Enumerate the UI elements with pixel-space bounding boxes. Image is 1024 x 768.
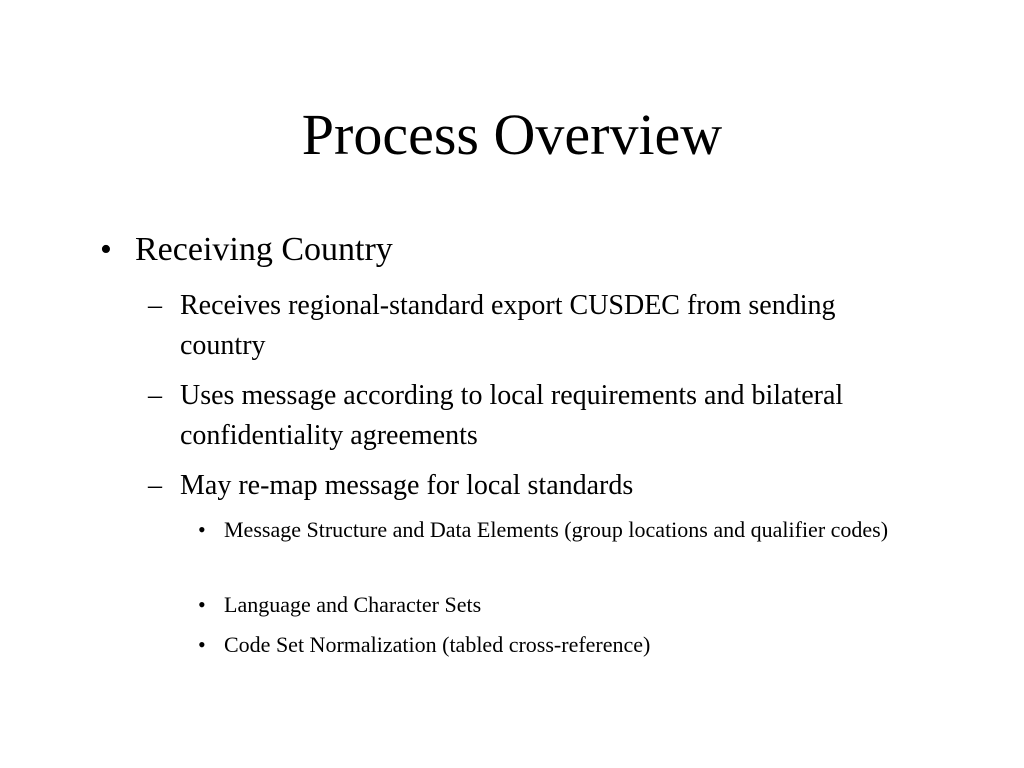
slide-title: Process Overview [301, 102, 723, 167]
sub-bullet-item [148, 466, 888, 506]
bullet-text: Receiving Country [135, 231, 393, 268]
sub-sub-bullet-text: Language and Character Sets [224, 592, 482, 617]
sub-sub-bullet-item [198, 513, 918, 547]
bullet-marker: • [100, 231, 112, 268]
sub-sub-bullet-item [198, 588, 918, 622]
dash-marker: – [148, 290, 162, 321]
bullet-marker: • [198, 592, 206, 617]
sub-sub-bullet-text: Code Set Normalization (tabled cross-reference) [224, 632, 651, 657]
bullet-marker: • [198, 517, 206, 542]
sub-bullet-text: May re-map message for local standards [180, 470, 634, 501]
dash-marker: – [148, 380, 162, 411]
bullet-marker: • [198, 632, 206, 657]
sub-bullet-text: Receives regional-standard export CUSDEC from sending country [180, 290, 836, 361]
sub-bullet-item [148, 286, 888, 366]
dash-marker: – [148, 470, 162, 501]
sub-sub-bullet-item [198, 628, 918, 662]
sub-sub-bullet-text: Message Structure and Data Elements (group locations and qualifier codes) [224, 517, 889, 542]
sub-bullet-item [148, 376, 888, 456]
sub-bullet-text: Uses message according to local requirements and bilateral confidentiality agreements [180, 380, 844, 451]
